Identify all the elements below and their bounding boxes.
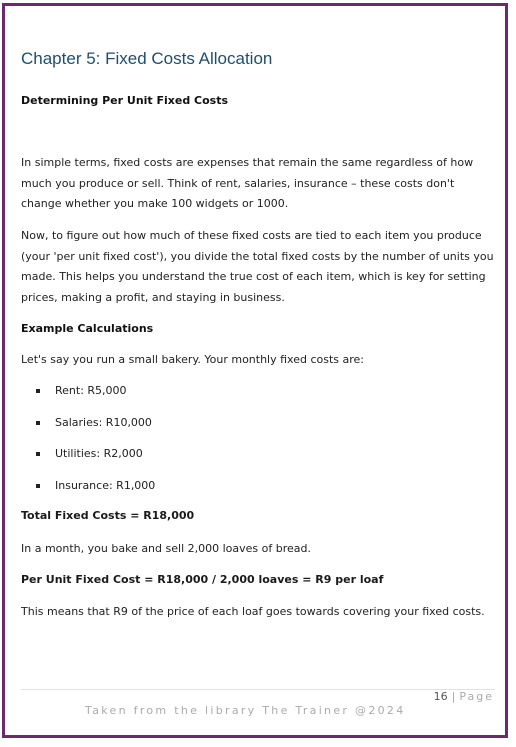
fixed-costs-list (21, 380, 321, 507)
explanation-paragraph: Now, to figure out how much of these fixed costs are tied to each item you produce (your 'per unit fixed cost'), you divide the total fixed costs by the number of units you made. This helps you understand the true cost of each item, which is key for setting prices, making a profit, and staying in business. (21, 229, 494, 305)
section-heading: Determining Per Unit Fixed Costs (21, 94, 229, 107)
list-item-text: Insurance: R1,000 (55, 479, 156, 493)
list-item (21, 380, 321, 412)
list-item-text: Salaries: R10,000 (55, 415, 152, 429)
total-fixed-costs: Total Fixed Costs = R18,000 (21, 509, 195, 522)
intro-paragraph: In simple terms, fixed costs are expenses that remain the same regardless of how much you produce or sell. Think of rent, salaries, insurance – these costs don't change whether you make 100 widgets or 1000. (21, 156, 474, 211)
bullet-icon (36, 421, 40, 425)
footer-attribution: Taken from the library The Trainer @2024 (85, 704, 406, 717)
conclusion-paragraph: This means that R9 of the price of each loaf goes towards covering your fixed costs. (21, 605, 485, 618)
list-item-text: Utilities: R2,000 (55, 447, 143, 461)
page-label: Page (459, 690, 494, 703)
page-separator: | (451, 690, 456, 703)
page-number-value: 16 (433, 690, 448, 703)
example-heading: Example Calculations (21, 322, 154, 335)
chapter-title: Chapter 5: Fixed Costs Allocation (21, 49, 273, 68)
bullet-icon (36, 389, 40, 393)
list-item (21, 475, 321, 507)
list-item (21, 443, 321, 475)
footer-divider (21, 689, 495, 690)
list-item (21, 412, 321, 444)
bullet-icon (36, 452, 40, 456)
sales-paragraph: In a month, you bake and sell 2,000 loaves of bread. (21, 542, 311, 555)
list-item-text: Rent: R5,000 (55, 384, 127, 397)
page-number (434, 690, 494, 703)
scenario-paragraph: Let's say you run a small bakery. Your monthly fixed costs are: (21, 353, 365, 366)
per-unit-cost: Per Unit Fixed Cost = R18,000 / 2,000 loaves = R9 per loaf (21, 573, 384, 586)
bullet-icon (36, 484, 40, 488)
